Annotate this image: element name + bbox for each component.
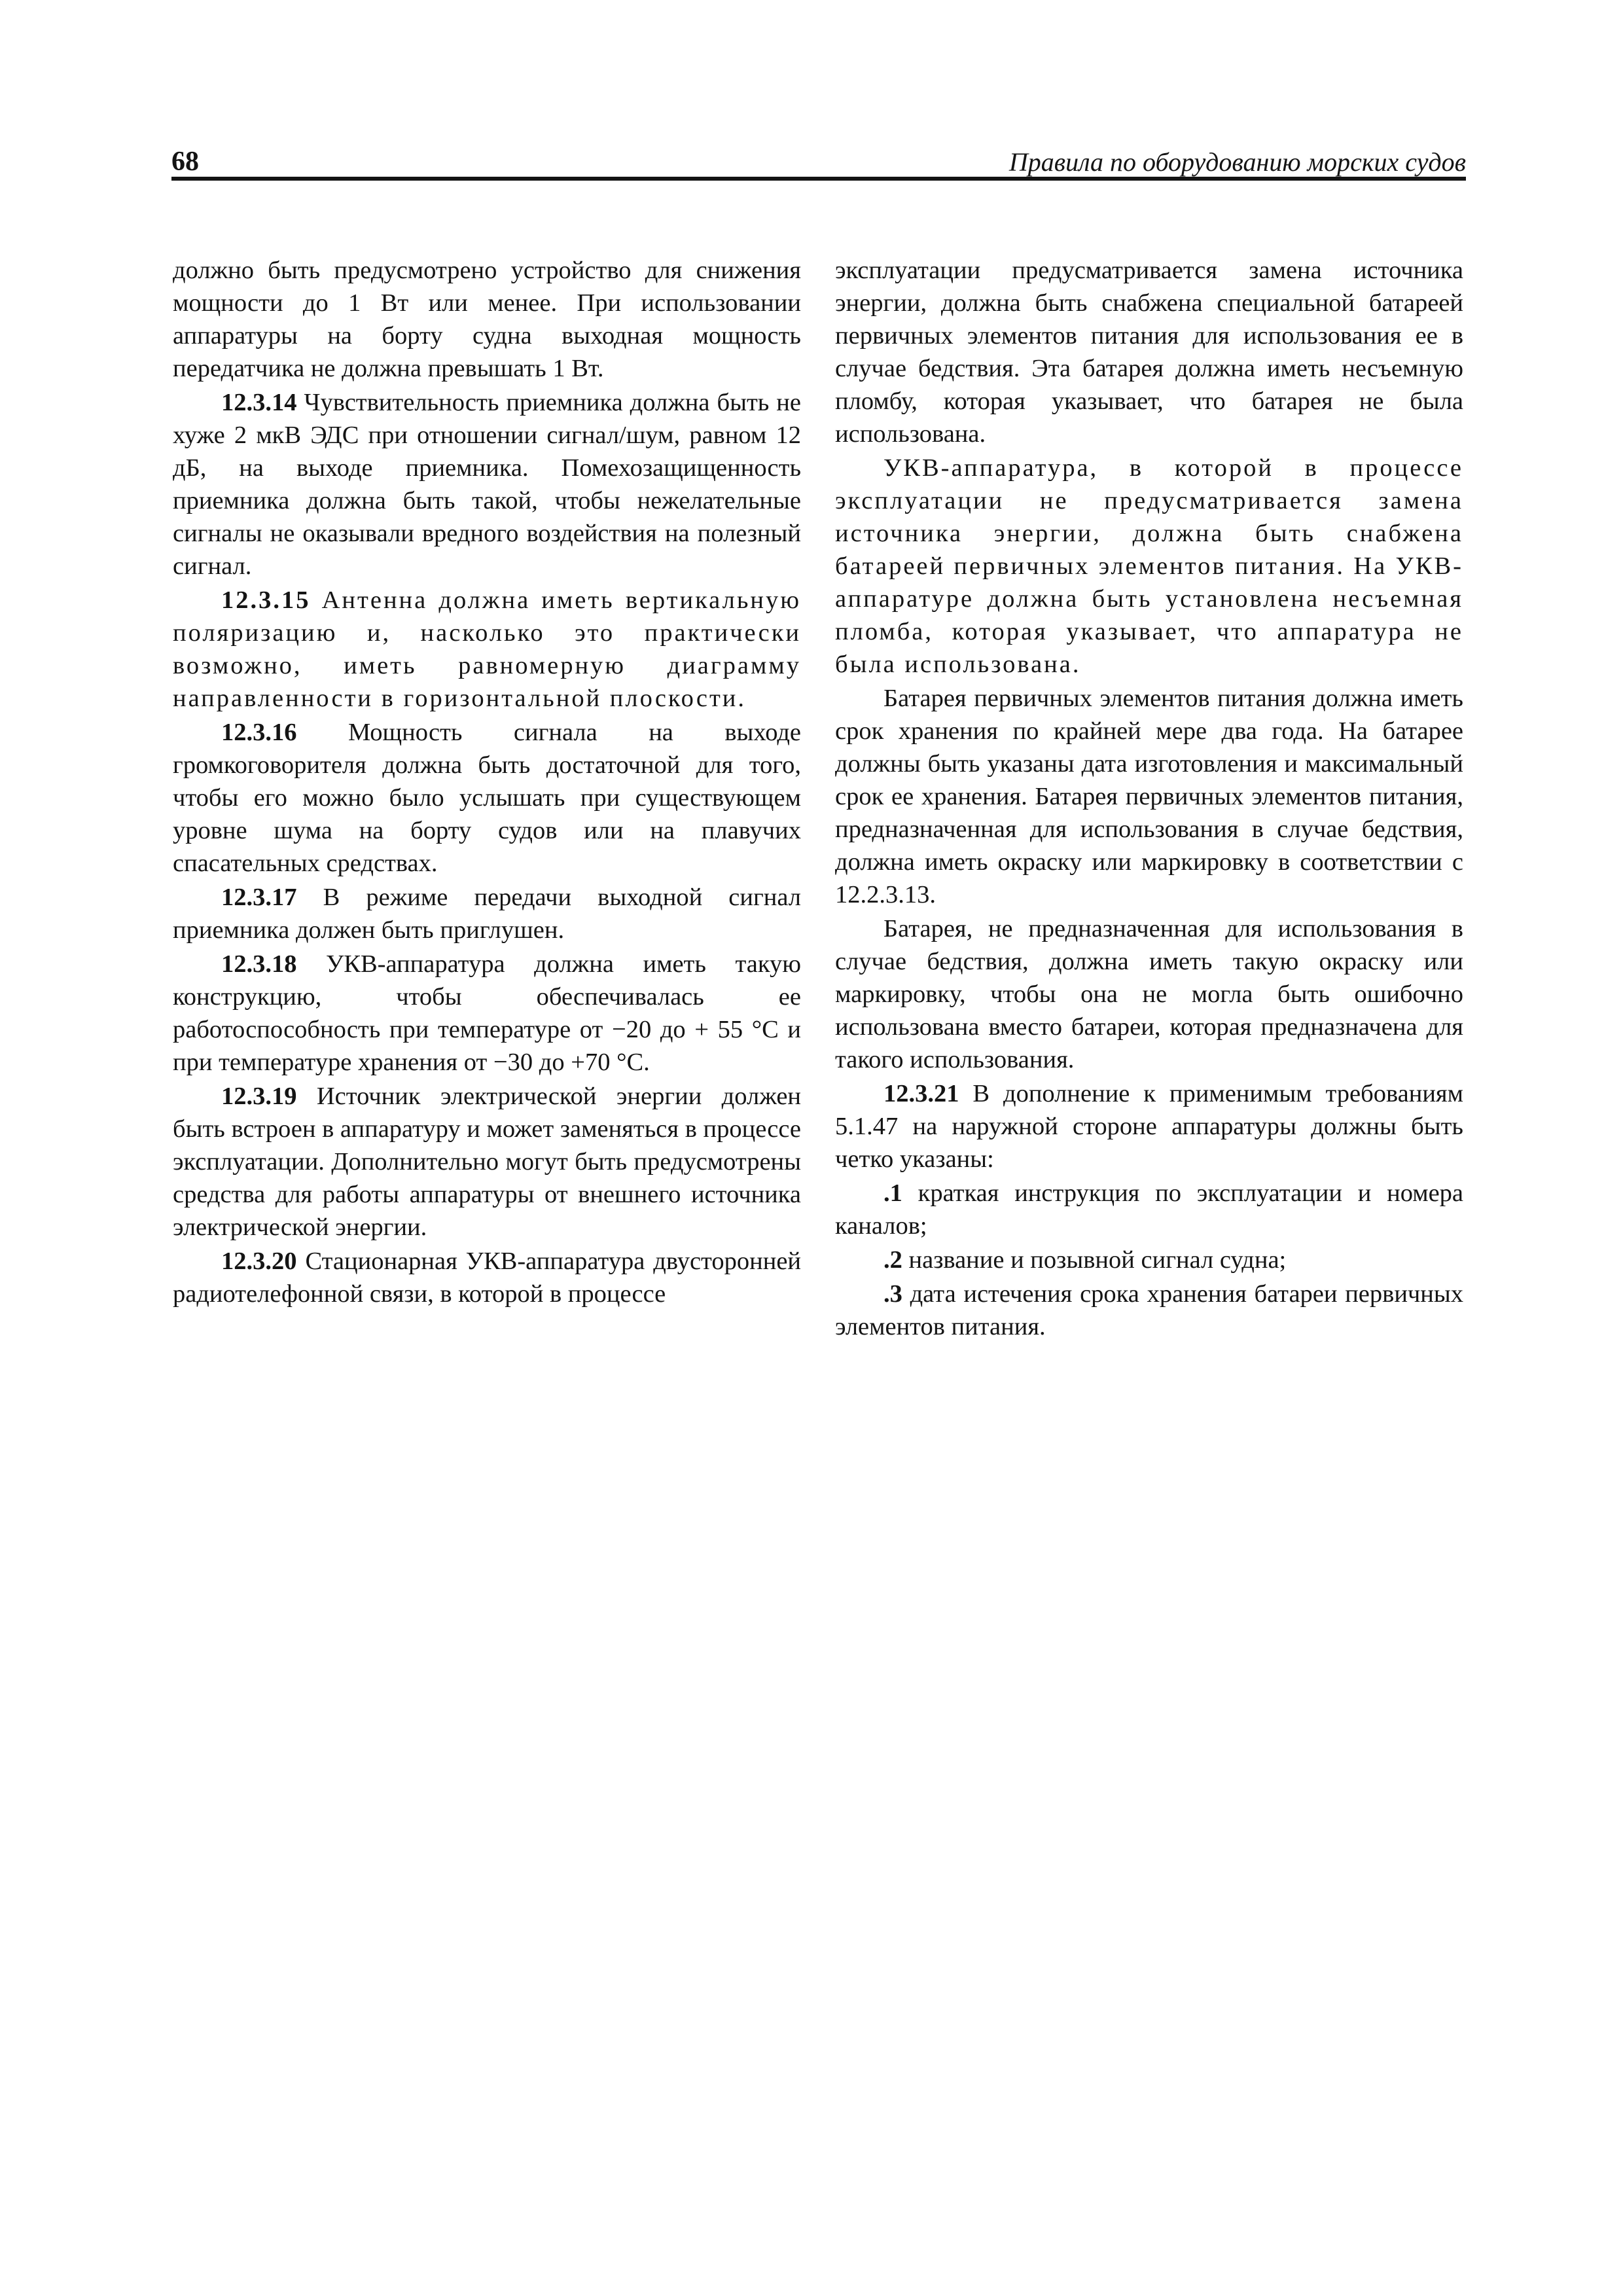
paragraph-text: УКВ-аппаратура, в которой в процессе эксплуатации не предусматривается замена источника энергии, должна быть снабжена батареей первичных элементов питания. На УКВ-аппаратуре должна быть установлена несъемная пломба, которая указывает, что аппаратура не была использована. [835, 454, 1463, 678]
clause-12-3-17 [173, 881, 801, 946]
paragraph [835, 682, 1463, 911]
paragraph-text: должно быть предусмотрено устройство для снижения мощности до 1 Вт или менее. При использовании аппаратуры на борту судна выходная мощность передатчика не должна превышать 1 Вт. [173, 257, 801, 382]
page-number: 68 [171, 147, 199, 177]
paragraph-text: Батарея первичных элементов питания должна иметь срок хранения по крайней мере два года. На батарее должны быть указаны дата изготовления и максимальный срок ее хранения. Батарея первичных элементов питания, предназначенная для использования в случае бедствия, должна иметь окраску или маркировку в соответствии с 12.2.3.13. [835, 685, 1463, 908]
item-number: .1 [883, 1179, 902, 1207]
clause-12-3-16 [173, 716, 801, 880]
clause-text: Антенна должна иметь вертикальную поляризацию и, насколько это практически возможно, иметь равномерную диаграмму направленности в горизонтальной плоскости. [173, 586, 801, 712]
clause-number: 12.3.16 [221, 719, 297, 746]
clause-text: Источник электрической энергии должен быть встроен в аппаратуру и может заменяться в процессе эксплуатации. Дополнительно могут быть предусмотрены средства для работы аппаратуры от внешнего источника электрической энергии. [173, 1083, 802, 1241]
item-text: название и позывной сигнал судна; [908, 1246, 1287, 1274]
item-number: .3 [883, 1280, 902, 1308]
clause-number: 12.3.21 [883, 1080, 959, 1107]
paragraph-text: Батарея, не предназначенная для использования в случае бедствия, должна иметь такую окраску или маркировку, чтобы она не могла быть ошибочно использована вместо батареи, которая предназначена для такого использования. [835, 915, 1463, 1073]
list-item [835, 1244, 1463, 1276]
paragraph-text: эксплуатации предусматривается замена источника энергии, должна быть снабжена специальной батареей первичных элементов питания для использования ее в случае бедствия. Эта батарея должна иметь несъемную пломбу, которая указывает, что батарея не была использована. [835, 257, 1463, 448]
paragraph [835, 452, 1463, 681]
paragraph [835, 254, 1463, 450]
item-text: краткая инструкция по эксплуатации и номера каналов; [835, 1179, 1464, 1240]
clause-12-3-20 [173, 1245, 801, 1310]
left-column [173, 254, 801, 1312]
clause-text: Стационарная УКВ-аппаратура двусторонней радиотелефонной связи, в которой в процессе [173, 1247, 802, 1308]
clause-12-3-19 [173, 1080, 801, 1244]
item-text: дата истечения срока хранения батареи первичных элементов питания. [835, 1280, 1464, 1340]
list-item [835, 1278, 1463, 1343]
clause-text: В режиме передачи выходной сигнал приемника должен быть приглушен. [173, 884, 801, 944]
clause-12-3-14 [173, 386, 801, 583]
clause-text: Мощность сигнала на выходе громкоговорителя должна быть достаточной для того, чтобы его можно было услышать при существующем уровне шума на борту судов или на плавучих спасательных средствах. [173, 719, 802, 877]
paragraph [173, 254, 801, 385]
header-rule [171, 177, 1466, 181]
clause-number: 12.3.15 [221, 586, 311, 614]
right-column [835, 254, 1463, 1344]
item-number: .2 [883, 1246, 902, 1274]
clause-12-3-15 [173, 584, 801, 715]
clause-12-3-18 [173, 948, 801, 1079]
clause-12-3-21 [835, 1077, 1463, 1175]
paragraph [835, 912, 1463, 1076]
clause-text: УКВ-аппаратура должна иметь такую конструкцию, чтобы обеспечивалась ее работоспособность при температуре от −20 до + 55 °С и при температуре хранения от −30 до +70 °С. [173, 950, 802, 1076]
page-header [171, 143, 1466, 179]
running-title: Правила по оборудованию морских судов [1008, 147, 1466, 177]
clause-text: В дополнение к применимым требованиям 5.1.47 на наружной стороне аппаратуры должны быть четко указаны: [835, 1080, 1463, 1173]
clause-number: 12.3.18 [221, 950, 297, 978]
clause-number: 12.3.17 [221, 884, 297, 911]
clause-number: 12.3.19 [221, 1083, 297, 1110]
clause-number: 12.3.20 [221, 1247, 297, 1275]
clause-text: Чувствительность приемника должна быть не хуже 2 мкВ ЭДС при отношении сигнал/шум, равном 12 дБ, на выходе приемника. Помехозащищенность приемника должна быть такой, чтобы нежелательные сигналы не оказывали вредного воздействия на полезный сигнал. [173, 389, 801, 580]
clause-number: 12.3.14 [221, 389, 297, 416]
list-item [835, 1177, 1463, 1242]
